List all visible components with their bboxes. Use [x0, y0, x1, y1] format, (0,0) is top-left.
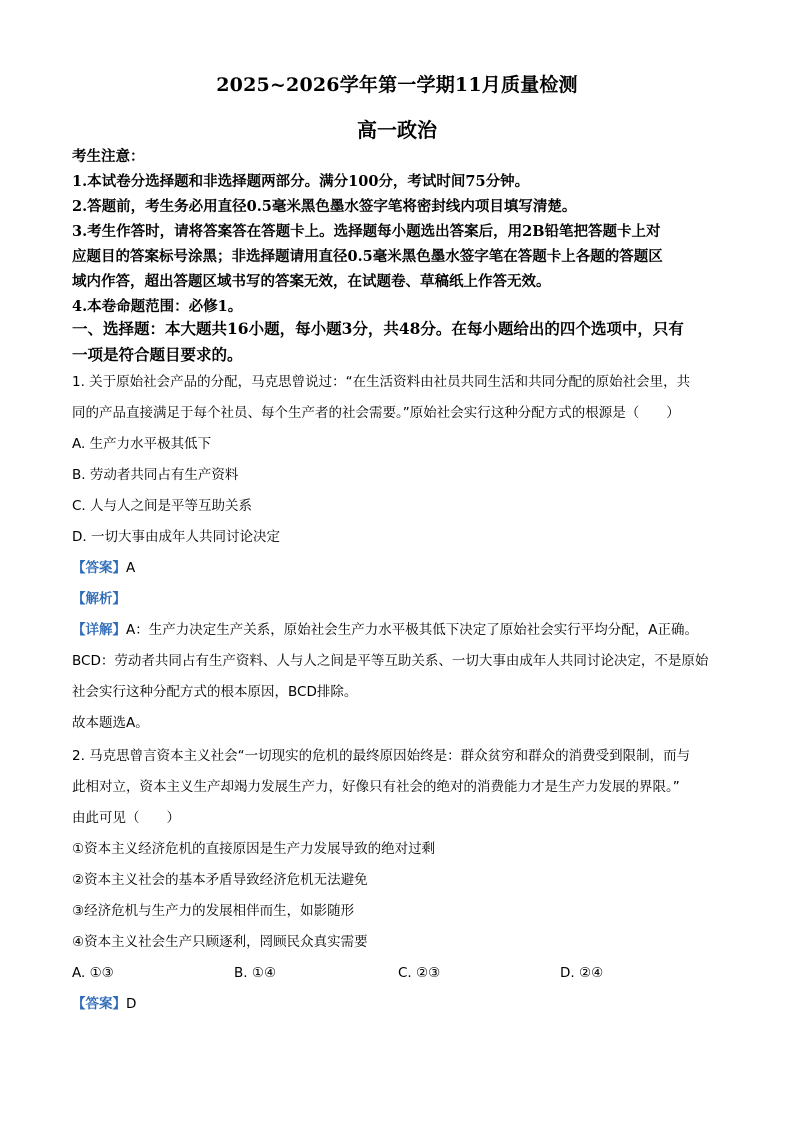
section-heading-line: 一项是符合题目要求的。 [72, 345, 243, 364]
question-1 [72, 367, 732, 739]
statement-2: ②资本主义社会的基本矛盾导致经济危机无法避免 [72, 872, 368, 888]
answer-value: D [126, 996, 137, 1012]
question-stem: 同的产品直接满足于每个社员、每个生产者的社会需要。”原始社会实行这种分配方式的根源是（ ） [72, 405, 680, 421]
detail-text: 社会实行这种分配方式的根本原因，BCD排除。 [72, 684, 358, 700]
analysis-line [72, 584, 732, 615]
question-stem: 2. 马克思曾言资本主义社会“一切现实的危机的最终原因始终是：群众贫穷和群众的消费受到限制，而与 [72, 748, 691, 764]
answer-line [72, 553, 732, 584]
answer-tag: 【答案】 [72, 996, 126, 1012]
detail-text: BCD：劳动者共同占有生产资料、人与人之间是平等互助关系、一切大事由成年人共同讨论决定，不是原始 [72, 653, 709, 669]
answer-tag: 【答案】 [72, 560, 126, 576]
option-c: C. 人与人之间是平等互助关系 [72, 498, 253, 514]
statement-3: ③经济危机与生产力的发展相伴而生，如影随形 [72, 903, 355, 919]
notice-line: 域内作答，超出答题区域书写的答案无效，在试题卷、草稿纸上作答无效。 [72, 273, 551, 290]
notice-line: 应题目的答案标号涂黑；非选择题请用直径0.5毫米黑色墨水签字笔在答题卡上各题的答题区 [72, 248, 663, 265]
statement-4: ④资本主义社会生产只顾逐利，罔顾民众真实需要 [72, 934, 368, 950]
detail-line [72, 615, 732, 646]
option-d: D. ②④ [560, 965, 604, 981]
option-a: A. ①③ [72, 965, 114, 981]
option-b: B. ①④ [234, 965, 277, 981]
notice-heading: 考生注意： [72, 148, 145, 165]
notice-line: 1.本试卷分选择题和非选择题两部分。满分100分，考试时间75分钟。 [72, 173, 530, 190]
option-b: B. 劳动者共同占有生产资料 [72, 467, 239, 483]
notice-line: 4.本卷命题范围：必修1。 [72, 298, 243, 315]
conclusion: 故本题选A。 [72, 715, 149, 731]
option-a: A. 生产力水平极其低下 [72, 436, 212, 452]
exam-title: 2025~2026学年第一学期11月质量检测 [216, 74, 578, 96]
analysis-tag: 【解析】 [72, 591, 126, 607]
question-stem: 由此可见（ ） [72, 810, 180, 826]
question-stem: 此相对立，资本主义生产却竭力发展生产力，好像只有社会的绝对的消费能力才是生产力发展的界限。” [72, 779, 680, 795]
notice-line: 3.考生作答时，请将答案答在答题卡上。选择题每小题选出答案后，用2B铅笔把答题卡上对 [72, 223, 661, 240]
section-heading [72, 316, 732, 368]
detail-text: A：生产力决定生产关系，原始社会生产力水平极其低下决定了原始社会实行平均分配，A正确。 [126, 622, 698, 638]
section-heading-line: 一、选择题：本大题共16小题，每小题3分，共48分。在每小题给出的四个选项中，只有 [72, 319, 684, 338]
option-c: C. ②③ [398, 965, 441, 981]
options-row [72, 958, 732, 989]
notice-line: 2.答题前，考生务必用直径0.5毫米黑色墨水签字笔将密封线内项目填写清楚。 [72, 198, 577, 215]
question-stem: 1. 关于原始社会产品的分配，马克思曾说过：“在生活资料由社员共同生活和共同分配的原始社会里，共 [72, 374, 691, 390]
notice-block [72, 144, 732, 319]
answer-line [72, 989, 732, 1020]
detail-tag: 【详解】 [72, 622, 126, 638]
question-2 [72, 741, 732, 1020]
answer-value: A [126, 560, 136, 576]
option-d: D. 一切大事由成年人共同讨论决定 [72, 529, 280, 545]
statement-1: ①资本主义经济危机的直接原因是生产力发展导致的绝对过剩 [72, 841, 436, 857]
exam-subject: 高一政治 [357, 118, 437, 142]
